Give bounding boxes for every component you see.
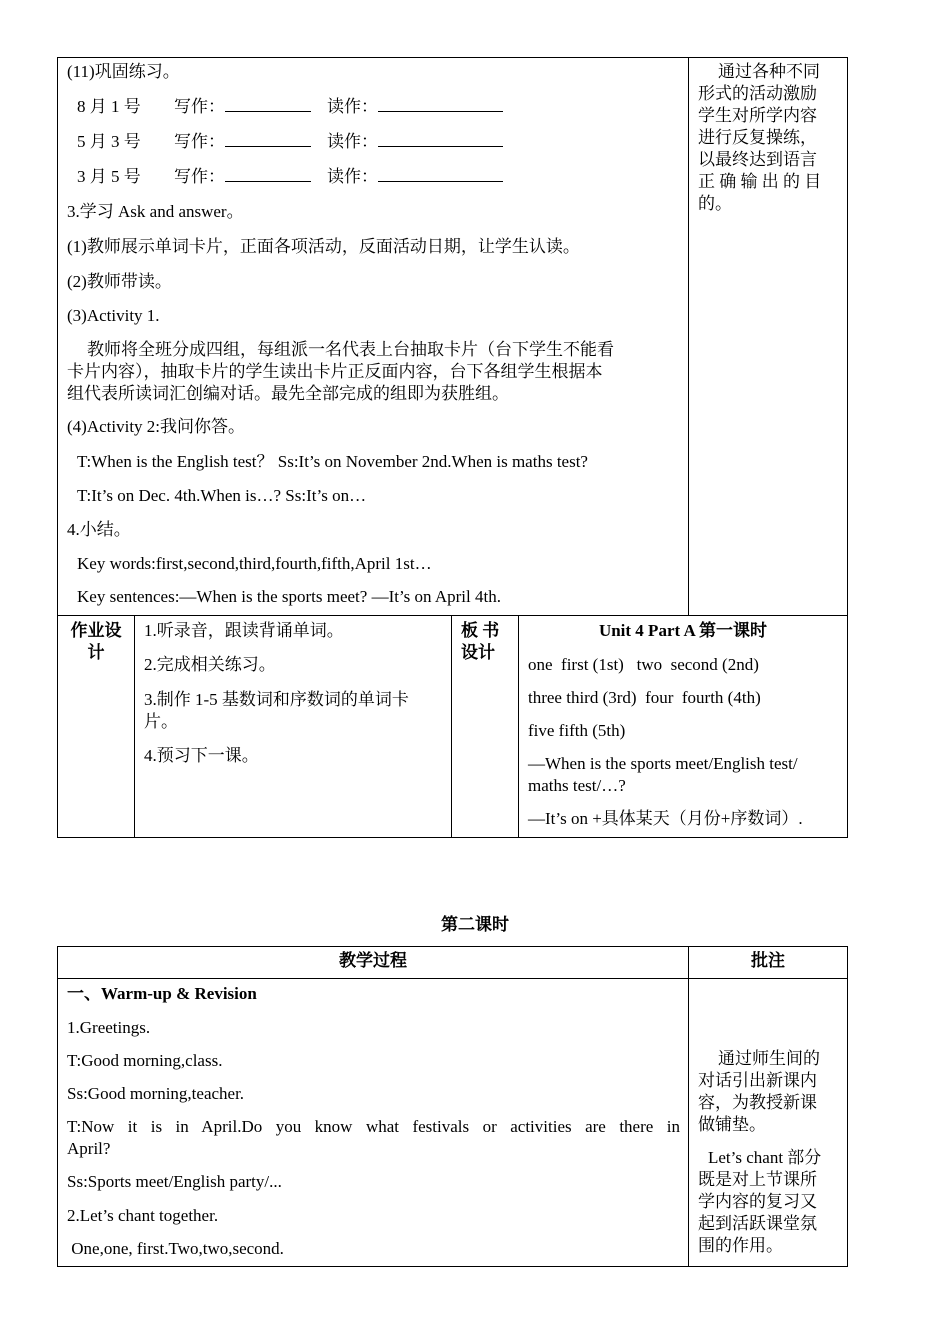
process-line: April? [67, 1139, 111, 1158]
note-line: 起到活跃课堂氛 [698, 1214, 817, 1233]
homework-item: 2.完成相关练习。 [144, 655, 276, 674]
write-blank [225, 97, 311, 112]
note-line: 围的作用。 [698, 1236, 783, 1255]
note-line: 容，为教授新课 [698, 1093, 817, 1112]
activity1-line: 教师将全班分成四组，每组派一名代表上台抽取卡片（台下学生不能看 [87, 340, 614, 359]
board-line: five fifth (5th) [528, 721, 626, 740]
note-text [698, 1048, 840, 1136]
board-label-line: 板 书 [461, 621, 500, 640]
note-line: 以最终达到语言 [698, 150, 817, 169]
homework-item: 4.预习下一课。 [144, 746, 259, 765]
note-line: 进行反复操练， [698, 128, 817, 147]
practice-row [77, 131, 503, 153]
process-line: Ss:Sports meet/English party/... [67, 1172, 282, 1191]
section-title: 第二课时 [441, 915, 509, 934]
key-words: Key words:first,second,third,fourth,fifth,April 1st… [77, 554, 432, 573]
step-3-2: (2)教师带读。 [67, 272, 172, 291]
board-title: Unit 4 Part A 第一课时 [598, 621, 768, 640]
process-line: Ss:Good morning,teacher. [67, 1084, 245, 1103]
homework-label-line: 作业设 [70, 621, 122, 640]
homework-label-line: 计 [87, 643, 105, 662]
read-blank [378, 97, 503, 112]
note-line: 的。 [698, 194, 732, 213]
process-line: 2.Let’s chant together. [67, 1206, 219, 1225]
write-blank [225, 167, 311, 182]
dialog-line: T:When is the English test？ Ss:It’s on November 2nd.When is maths test? [77, 452, 588, 471]
activity1-line: 卡片内容），抽取卡片的学生读出卡片正反面内容，台下各组学生根据本 [67, 362, 603, 381]
board-line: —When is the sports meet/English test/ [528, 754, 798, 773]
note-line: 学生对所学内容 [698, 106, 817, 125]
write-label: 写作： [174, 97, 225, 116]
process-line: One,one, first.Two,two,second. [67, 1239, 284, 1258]
note-text [698, 1147, 840, 1257]
practice-row [77, 166, 503, 188]
step-3: 3.学习 Ask and answer。 [67, 202, 244, 221]
practice-row [77, 96, 503, 118]
note-line: 做铺垫。 [698, 1115, 766, 1134]
board-line: one first (1st) two second (2nd) [528, 655, 759, 674]
step-3-1: (1)教师展示单词卡片，正面各项活动，反面活动日期，让学生认读。 [67, 237, 580, 256]
homework-item: 1.听录音，跟读背诵单词。 [144, 621, 344, 640]
board-line: —It’s on +具体某天（月份+序数词）. [528, 809, 803, 828]
process-line: T:Now it is in April.Do you know what festivals or activities are there in [67, 1117, 680, 1136]
header-note: 批注 [751, 951, 785, 970]
dialog-line: T:It’s on Dec. 4th.When is…? Ss:It’s on… [77, 486, 367, 505]
practice-heading: (11)巩固练习。 [67, 62, 180, 81]
board-label [461, 620, 499, 664]
step-3-4: (4)Activity 2:我问你答。 [67, 417, 246, 436]
write-label: 写作： [174, 167, 225, 186]
read-label: 读作： [327, 132, 378, 151]
key-sentences: Key sentences:—When is the sports meet? —It’s on April 4th. [77, 587, 501, 606]
read-label: 读作： [327, 97, 378, 116]
note-line: 学内容的复习又 [698, 1192, 817, 1211]
read-blank [378, 167, 503, 182]
warmup-heading: 一、Warm-up & Revision [67, 984, 257, 1003]
note-line: 既是对上节课所 [698, 1170, 817, 1189]
process-line: T:Good morning,class. [67, 1051, 223, 1070]
practice-date: 5 月 3 号 [77, 132, 141, 151]
activity1-line: 组代表所读词汇创编对话。最先全部完成的组即为获胜组。 [67, 384, 509, 403]
practice-date: 8 月 1 号 [77, 97, 141, 116]
header-process: 教学过程 [339, 951, 407, 970]
read-label: 读作： [327, 167, 378, 186]
step-3-3: (3)Activity 1. [67, 306, 160, 325]
note-line: 对话引出新课内 [698, 1071, 817, 1090]
homework-label [58, 620, 134, 664]
practice-date: 3 月 5 号 [77, 167, 141, 186]
note-line: 通过师生间的 [718, 1049, 820, 1068]
step-4: 4.小结。 [67, 520, 131, 539]
write-blank [225, 132, 311, 147]
note-text [698, 61, 840, 215]
read-blank [378, 132, 503, 147]
homework-item: 3.制作 1-5 基数词和序数词的单词卡 [144, 690, 409, 709]
board-label-line: 设计 [461, 643, 495, 662]
note-line: Let’s chant 部分 [708, 1148, 822, 1167]
note-line: 形式的活动激励 [698, 84, 817, 103]
board-line: three third (3rd) four fourth (4th) [528, 688, 761, 707]
board-line: maths test/…? [528, 776, 626, 795]
process-line: 1.Greetings. [67, 1018, 151, 1037]
homework-item: 片。 [144, 712, 178, 731]
note-line: 通过各种不同 [718, 62, 820, 81]
write-label: 写作： [174, 132, 225, 151]
note-line: 正 确 输 出 的 目 [698, 172, 822, 191]
